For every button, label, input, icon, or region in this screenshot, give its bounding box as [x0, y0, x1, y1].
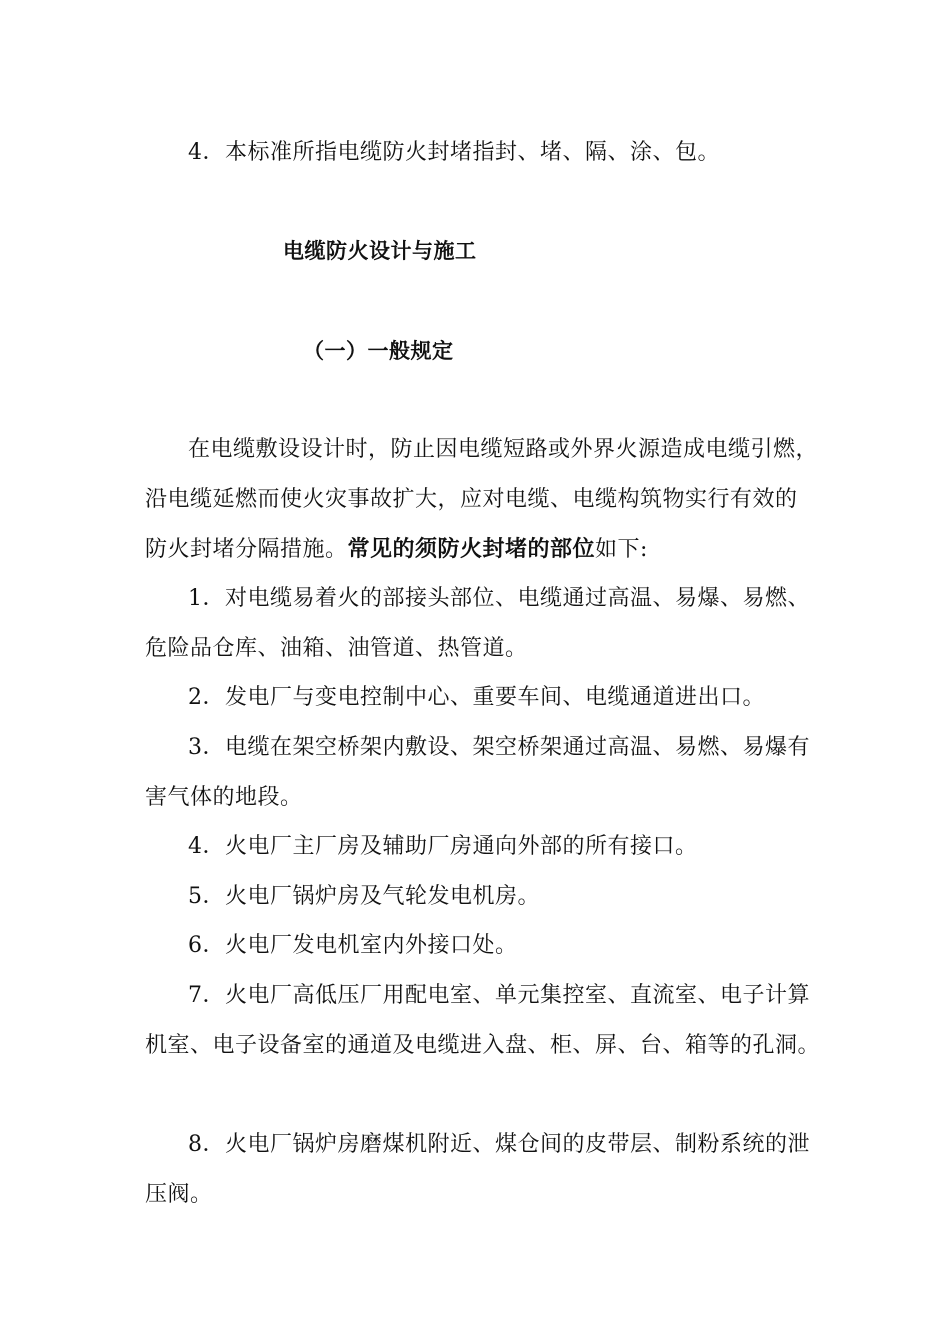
list-item-7-line-1: 7．火电厂高低压厂用配电室、单元集控室、直流室、电子计算 [188, 983, 810, 1008]
list-item-2: 2．发电厂与变电控制中心、重要车间、电缆通道进出口。 [188, 685, 765, 710]
paragraph-line-1: 在电缆敷设设计时，防止因电缆短路或外界火源造成电缆引燃， [188, 437, 819, 462]
section-title: 电缆防火设计与施工 [283, 238, 477, 263]
list-item-8-line-1: 8．火电厂锅炉房磨煤机附近、煤仓间的皮带层、制粉系统的泄 [188, 1132, 810, 1157]
paragraph-line-3-emphasis: 常见的须防火封堵的部位 [347, 536, 596, 562]
list-item-4: 4．火电厂主厂房及辅助厂房通向外部的所有接口。 [188, 834, 698, 859]
paragraph-line-3-end: 如下: [595, 537, 648, 562]
list-item-3-line-1: 3．电缆在架空桥架内敷设、架空桥架通过高温、易燃、易爆有 [188, 735, 810, 760]
list-item-1-line-1: 1．对电缆易着火的部接头部位、电缆通过高温、易爆、易燃、 [188, 586, 810, 611]
paragraph-line-3-start: 防火封堵分隔措施。 [145, 537, 348, 562]
subsection-title: （一）一般规定 [303, 338, 454, 363]
paragraph-line-3 [145, 534, 648, 565]
list-item-1-line-2: 危险品仓库、油箱、油管道、热管道。 [145, 636, 528, 661]
intro-item-4: 4．本标准所指电缆防火封堵指封、堵、隔、涂、包。 [188, 140, 720, 165]
paragraph-line-2: 沿电缆延燃而使火灾事故扩大，应对电缆、电缆构筑物实行有效的 [145, 487, 798, 512]
list-item-5: 5．火电厂锅炉房及气轮发电机房。 [188, 884, 540, 909]
list-item-6: 6．火电厂发电机室内外接口处。 [188, 933, 518, 958]
list-item-8-line-2: 压阀。 [145, 1182, 213, 1207]
list-item-7-line-2: 机室、电子设备室的通道及电缆进入盘、柜、屏、台、箱等的孔洞。 [145, 1033, 821, 1058]
list-item-3-line-2: 害气体的地段。 [145, 785, 303, 810]
